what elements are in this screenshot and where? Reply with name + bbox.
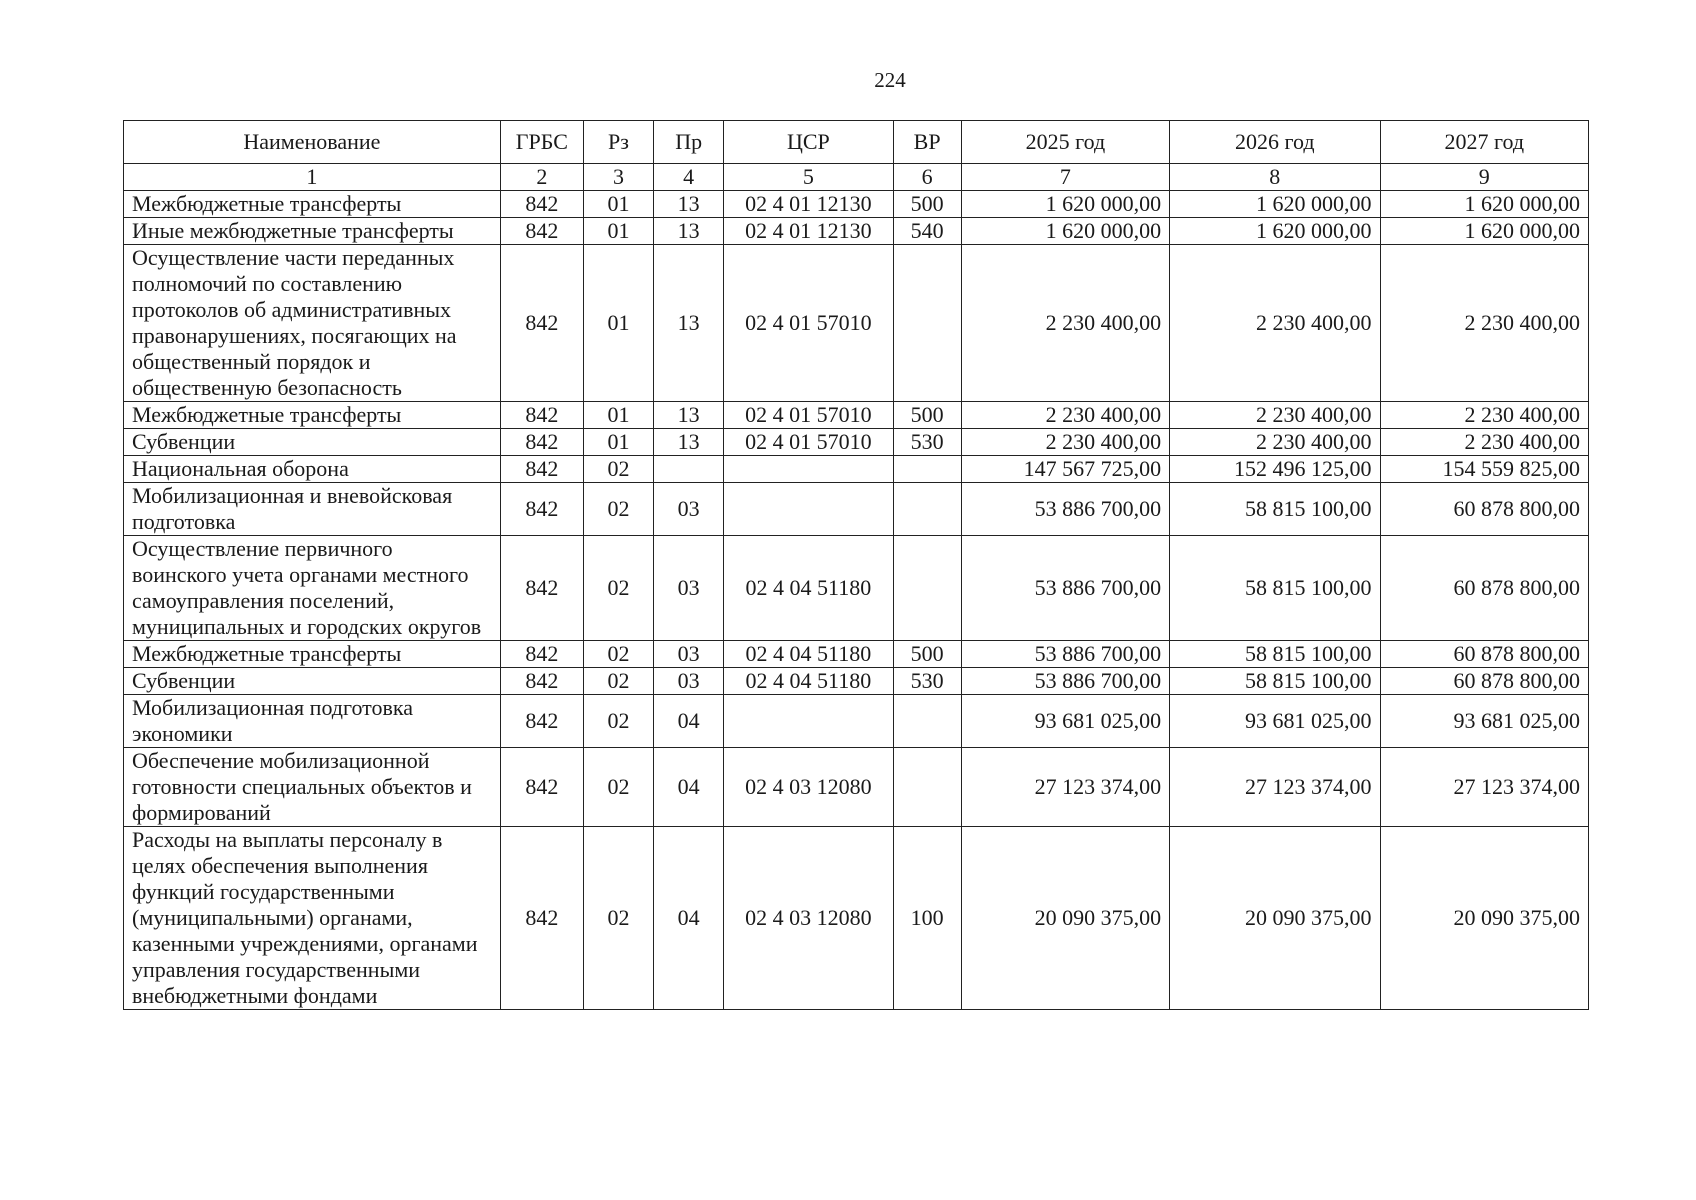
row-name: Национальная оборона xyxy=(124,456,501,483)
row-2027: 2 230 400,00 xyxy=(1380,429,1588,456)
row-pr: 13 xyxy=(654,218,724,245)
table-row xyxy=(124,245,1589,402)
row-grbs: 842 xyxy=(500,218,583,245)
header-2026: 2026 год xyxy=(1170,121,1380,164)
row-grbs: 842 xyxy=(500,191,583,218)
row-vr: 500 xyxy=(893,191,961,218)
row-rz: 01 xyxy=(583,245,653,402)
table-row xyxy=(124,429,1589,456)
table-row xyxy=(124,483,1589,536)
row-name: Субвенции xyxy=(124,668,501,695)
table-row xyxy=(124,748,1589,827)
row-name: Межбюджетные трансферты xyxy=(124,191,501,218)
table-row xyxy=(124,402,1589,429)
row-2026: 58 815 100,00 xyxy=(1170,668,1380,695)
header-row xyxy=(124,121,1589,164)
row-csr: 02 4 01 57010 xyxy=(724,245,893,402)
row-2027: 93 681 025,00 xyxy=(1380,695,1588,748)
row-2026: 58 815 100,00 xyxy=(1170,536,1380,641)
row-name: Расходы на выплаты персоналу в целях обеспечения выполнения функций государственными (муниципальными) органами, казенными учреждениями, органами управления государственными внебюджетными фондами xyxy=(124,827,501,1010)
header-name: Наименование xyxy=(124,121,501,164)
table-row xyxy=(124,827,1589,1010)
row-csr: 02 4 01 57010 xyxy=(724,429,893,456)
row-pr: 13 xyxy=(654,429,724,456)
row-2026: 58 815 100,00 xyxy=(1170,483,1380,536)
row-grbs: 842 xyxy=(500,748,583,827)
row-name: Осуществление части переданных полномочий по составлению протоколов об административных правонарушениях, посягающих на общественный порядок и общественную безопасность xyxy=(124,245,501,402)
row-2025: 20 090 375,00 xyxy=(961,827,1169,1010)
row-2025: 2 230 400,00 xyxy=(961,245,1169,402)
row-2026: 1 620 000,00 xyxy=(1170,218,1380,245)
header-vr: ВР xyxy=(893,121,961,164)
row-rz: 02 xyxy=(583,536,653,641)
column-number: 7 xyxy=(961,164,1169,191)
row-2026: 2 230 400,00 xyxy=(1170,402,1380,429)
column-number: 6 xyxy=(893,164,961,191)
row-2026: 58 815 100,00 xyxy=(1170,641,1380,668)
row-pr xyxy=(654,456,724,483)
row-pr: 03 xyxy=(654,641,724,668)
row-vr xyxy=(893,245,961,402)
row-rz: 01 xyxy=(583,191,653,218)
row-grbs: 842 xyxy=(500,827,583,1010)
header-csr: ЦСР xyxy=(724,121,893,164)
row-rz: 02 xyxy=(583,641,653,668)
column-number: 4 xyxy=(654,164,724,191)
row-vr: 100 xyxy=(893,827,961,1010)
header-rz: Рз xyxy=(583,121,653,164)
row-2026: 2 230 400,00 xyxy=(1170,429,1380,456)
row-csr: 02 4 01 12130 xyxy=(724,218,893,245)
row-name: Мобилизационная и вневойсковая подготовка xyxy=(124,483,501,536)
table-row xyxy=(124,456,1589,483)
row-vr xyxy=(893,456,961,483)
row-csr: 02 4 04 51180 xyxy=(724,536,893,641)
row-rz: 02 xyxy=(583,456,653,483)
row-2025: 27 123 374,00 xyxy=(961,748,1169,827)
row-2025: 53 886 700,00 xyxy=(961,483,1169,536)
row-grbs: 842 xyxy=(500,402,583,429)
row-pr: 03 xyxy=(654,668,724,695)
page-number: 224 xyxy=(874,68,906,92)
table-row xyxy=(124,191,1589,218)
row-pr: 03 xyxy=(654,536,724,641)
row-2025: 1 620 000,00 xyxy=(961,218,1169,245)
row-grbs: 842 xyxy=(500,483,583,536)
column-number-row xyxy=(124,164,1589,191)
row-2026: 152 496 125,00 xyxy=(1170,456,1380,483)
row-csr: 02 4 04 51180 xyxy=(724,668,893,695)
row-vr: 500 xyxy=(893,641,961,668)
row-2026: 2 230 400,00 xyxy=(1170,245,1380,402)
column-number: 8 xyxy=(1170,164,1380,191)
row-2025: 2 230 400,00 xyxy=(961,402,1169,429)
row-2027: 2 230 400,00 xyxy=(1380,245,1588,402)
row-vr xyxy=(893,483,961,536)
row-csr: 02 4 04 51180 xyxy=(724,641,893,668)
row-rz: 02 xyxy=(583,827,653,1010)
header-2025: 2025 год xyxy=(961,121,1169,164)
table-row xyxy=(124,641,1589,668)
row-2027: 1 620 000,00 xyxy=(1380,191,1588,218)
row-pr: 04 xyxy=(654,695,724,748)
row-csr: 02 4 01 57010 xyxy=(724,402,893,429)
row-vr: 530 xyxy=(893,429,961,456)
header-grbs: ГРБС xyxy=(500,121,583,164)
row-grbs: 842 xyxy=(500,536,583,641)
row-name: Обеспечение мобилизационной готовности специальных объектов и формирований xyxy=(124,748,501,827)
column-number: 3 xyxy=(583,164,653,191)
row-pr: 13 xyxy=(654,402,724,429)
row-2027: 60 878 800,00 xyxy=(1380,536,1588,641)
column-number: 5 xyxy=(724,164,893,191)
row-vr xyxy=(893,748,961,827)
row-csr: 02 4 03 12080 xyxy=(724,748,893,827)
row-pr: 04 xyxy=(654,748,724,827)
row-rz: 01 xyxy=(583,218,653,245)
row-2027: 20 090 375,00 xyxy=(1380,827,1588,1010)
row-grbs: 842 xyxy=(500,695,583,748)
row-csr xyxy=(724,695,893,748)
row-pr: 03 xyxy=(654,483,724,536)
row-2025: 53 886 700,00 xyxy=(961,536,1169,641)
row-2025: 93 681 025,00 xyxy=(961,695,1169,748)
row-rz: 01 xyxy=(583,402,653,429)
row-name: Мобилизационная подготовка экономики xyxy=(124,695,501,748)
column-number: 1 xyxy=(124,164,501,191)
row-rz: 01 xyxy=(583,429,653,456)
row-csr xyxy=(724,456,893,483)
row-name: Субвенции xyxy=(124,429,501,456)
table-row xyxy=(124,668,1589,695)
column-number: 2 xyxy=(500,164,583,191)
column-number: 9 xyxy=(1380,164,1588,191)
row-grbs: 842 xyxy=(500,456,583,483)
row-vr: 500 xyxy=(893,402,961,429)
row-vr: 540 xyxy=(893,218,961,245)
row-2026: 20 090 375,00 xyxy=(1170,827,1380,1010)
row-2027: 27 123 374,00 xyxy=(1380,748,1588,827)
row-2027: 60 878 800,00 xyxy=(1380,483,1588,536)
table-row xyxy=(124,218,1589,245)
row-vr xyxy=(893,536,961,641)
row-pr: 13 xyxy=(654,245,724,402)
row-2027: 2 230 400,00 xyxy=(1380,402,1588,429)
row-2026: 1 620 000,00 xyxy=(1170,191,1380,218)
row-grbs: 842 xyxy=(500,641,583,668)
row-2027: 154 559 825,00 xyxy=(1380,456,1588,483)
row-vr: 530 xyxy=(893,668,961,695)
row-rz: 02 xyxy=(583,695,653,748)
row-2025: 1 620 000,00 xyxy=(961,191,1169,218)
row-name: Иные межбюджетные трансферты xyxy=(124,218,501,245)
row-2027: 60 878 800,00 xyxy=(1380,668,1588,695)
header-2027: 2027 год xyxy=(1380,121,1588,164)
row-rz: 02 xyxy=(583,668,653,695)
row-rz: 02 xyxy=(583,748,653,827)
row-pr: 04 xyxy=(654,827,724,1010)
row-2025: 53 886 700,00 xyxy=(961,668,1169,695)
row-grbs: 842 xyxy=(500,245,583,402)
row-grbs: 842 xyxy=(500,429,583,456)
row-2025: 53 886 700,00 xyxy=(961,641,1169,668)
row-csr: 02 4 01 12130 xyxy=(724,191,893,218)
row-vr xyxy=(893,695,961,748)
row-grbs: 842 xyxy=(500,668,583,695)
row-2025: 147 567 725,00 xyxy=(961,456,1169,483)
row-2026: 27 123 374,00 xyxy=(1170,748,1380,827)
row-pr: 13 xyxy=(654,191,724,218)
table-row xyxy=(124,695,1589,748)
row-2027: 60 878 800,00 xyxy=(1380,641,1588,668)
row-2025: 2 230 400,00 xyxy=(961,429,1169,456)
row-csr: 02 4 03 12080 xyxy=(724,827,893,1010)
row-rz: 02 xyxy=(583,483,653,536)
row-2026: 93 681 025,00 xyxy=(1170,695,1380,748)
row-2027: 1 620 000,00 xyxy=(1380,218,1588,245)
header-pr: Пр xyxy=(654,121,724,164)
table-row xyxy=(124,536,1589,641)
row-name: Осуществление первичного воинского учета органами местного самоуправления поселений, муниципальных и городских округов xyxy=(124,536,501,641)
row-csr xyxy=(724,483,893,536)
budget-table xyxy=(123,120,1589,1010)
row-name: Межбюджетные трансферты xyxy=(124,402,501,429)
row-name: Межбюджетные трансферты xyxy=(124,641,501,668)
